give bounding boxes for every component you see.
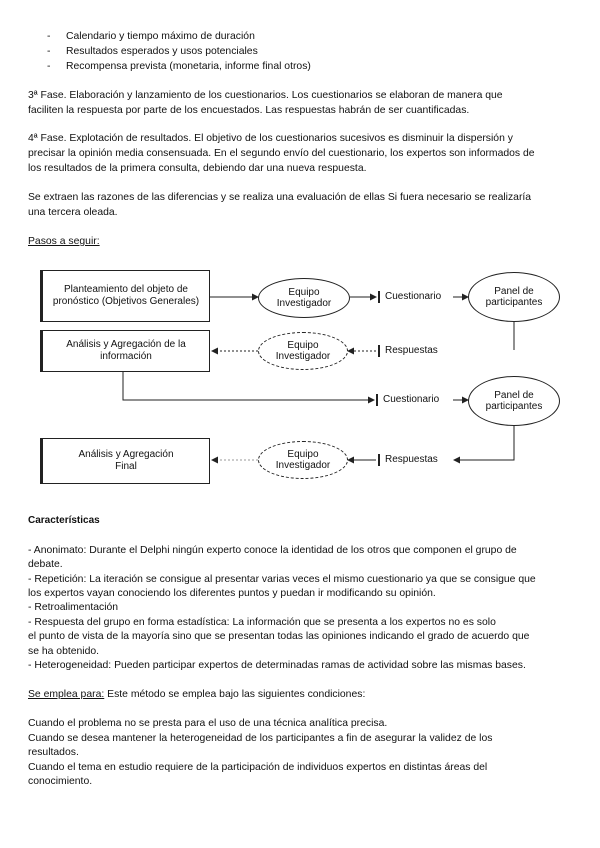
pasos-title: Pasos a seguir: xyxy=(28,236,100,247)
panel-participantes-oval xyxy=(468,272,560,322)
arrow-connector xyxy=(454,425,514,460)
oval-label: participantes xyxy=(485,297,543,308)
condicion-line: conocimiento. xyxy=(28,776,93,787)
oval-label: Investigador xyxy=(276,298,332,309)
caracteristica-line: debate. xyxy=(28,559,63,570)
box-label: pronóstico (Objetivos Generales) xyxy=(52,296,200,307)
respuestas-label: Respuestas xyxy=(378,454,438,466)
bullet-dash: - xyxy=(47,61,51,72)
arrow-connector xyxy=(123,372,374,400)
caracteristica-line: - Repetición: La iteración se consigue al presentar varias veces el mismo cuestionario ya que se consigue que xyxy=(28,574,536,585)
razones-line: Se extraen las razones de las diferencias y se realiza una evaluación de ellas Si fuera necesario se realizaría xyxy=(28,192,532,203)
fase3-line: faciliten la respuesta por parte de los encuestados. Las respuestas habrán de ser cuantificadas. xyxy=(28,105,470,116)
caracteristicas-title: Características xyxy=(28,515,100,526)
oval-label: Equipo xyxy=(288,287,320,298)
bullet-item: Resultados esperados y usos potenciales xyxy=(66,46,258,57)
equipo-investigador-oval xyxy=(258,278,350,318)
box-label: Análisis y Agregación xyxy=(78,449,174,460)
emplea-text: Este método se emplea bajo las siguientes condiciones: xyxy=(104,689,366,700)
box-label: información xyxy=(100,351,152,362)
cuestionario-label: Cuestionario xyxy=(376,394,439,406)
fase3-line: 3ª Fase. Elaboración y lanzamiento de los cuestionarios. Los cuestionarios se elaboran de manera que xyxy=(28,90,503,101)
caracteristica-line: - Heterogeneidad: Pueden participar expertos de determinadas ramas de actividad sobre las mismas bases. xyxy=(28,660,526,671)
caracteristica-line: el punto de vista de la mayoría sino que se presentan todas las opiniones indicando el grado de acuerdo que xyxy=(28,631,530,642)
bullet-item: Calendario y tiempo máximo de duración xyxy=(66,31,255,42)
emplea-line xyxy=(28,687,365,702)
planteamiento-box xyxy=(40,270,210,322)
oval-label: Panel de xyxy=(494,390,534,401)
panel-participantes-oval xyxy=(468,376,560,426)
condicion-line: Cuando se desea mantener la heterogeneidad de los participantes a fin de asegurar la validez de los xyxy=(28,733,493,744)
oval-label: Investigador xyxy=(275,460,331,471)
caracteristica-line: los expertos vayan conociendo los diferentes puntos y puedan ir modificando su opinión. xyxy=(28,588,436,599)
oval-label: participantes xyxy=(485,401,543,412)
condicion-line: Cuando el tema en estudio requiere de la participación de individuos expertos en distintas áreas del xyxy=(28,762,488,773)
razones-line: una tercera oleada. xyxy=(28,207,118,218)
oval-label: Equipo xyxy=(287,340,319,351)
caracteristica-line: se ha obtenido. xyxy=(28,646,100,657)
caracteristica-line: - Retroalimentación xyxy=(28,602,119,613)
bullet-dash: - xyxy=(47,46,51,57)
condicion-line: Cuando el problema no se presta para el uso de una técnica analítica precisa. xyxy=(28,718,388,729)
oval-label: Panel de xyxy=(494,286,534,297)
equipo-investigador-oval xyxy=(258,441,348,479)
oval-label: Investigador xyxy=(275,351,331,362)
bullet-dash: - xyxy=(47,31,51,42)
box-label: Final xyxy=(115,461,137,472)
emplea-label: Se emplea para: xyxy=(28,689,105,700)
equipo-investigador-oval xyxy=(258,332,348,370)
bullet-item: Recompensa prevista (monetaria, informe final otros) xyxy=(66,61,311,72)
fase4-line: los resultados de la primera consulta, debiendo dar una nueva respuesta. xyxy=(28,163,367,174)
condicion-line: resultados. xyxy=(28,747,79,758)
analisis-informacion-box xyxy=(40,330,210,372)
box-label: Análisis y Agregación de la xyxy=(66,339,186,350)
caracteristica-line: - Anonimato: Durante el Delphi ningún experto conoce la identidad de los otros que componen el grupo de xyxy=(28,545,517,556)
fase4-line: 4ª Fase. Explotación de resultados. El objetivo de los cuestionarios sucesivos es disminuir la dispersión y xyxy=(28,133,513,144)
cuestionario-label: Cuestionario xyxy=(378,291,441,303)
oval-label: Equipo xyxy=(287,449,319,460)
caracteristica-line: - Respuesta del grupo en forma estadística: La información que se presenta a los expertos no es solo xyxy=(28,617,496,628)
respuestas-label: Respuestas xyxy=(378,345,438,357)
analisis-final-box xyxy=(40,438,210,484)
fase4-line: precisar la opinión media consensuada. En el segundo envío del cuestionario, los expertos son informados de xyxy=(28,148,535,159)
box-label: Planteamiento del objeto de xyxy=(64,284,188,295)
